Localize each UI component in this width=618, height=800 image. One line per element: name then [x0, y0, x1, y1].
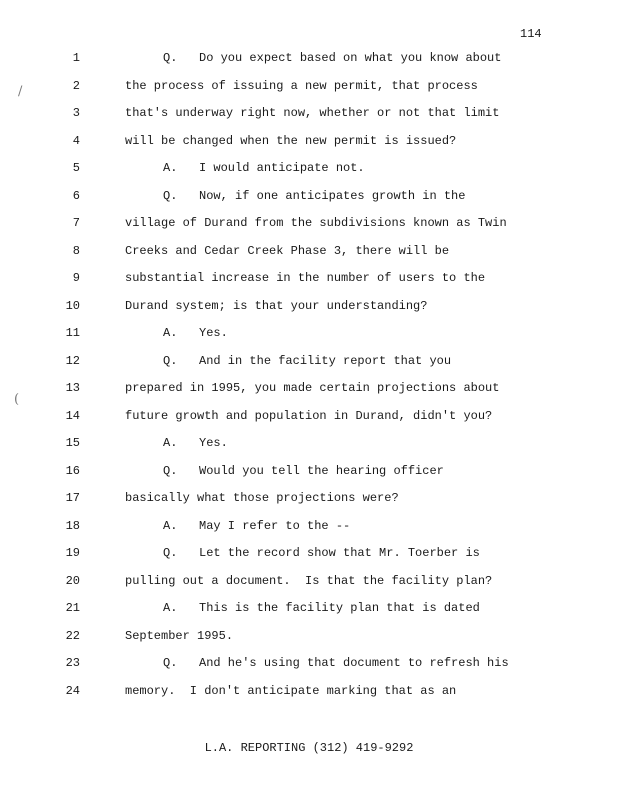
line-text: that's underway right now, whether or not that limit	[125, 106, 500, 120]
line-text: A. This is the facility plan that is dated	[163, 601, 480, 615]
line-text: Durand system; is that your understanding?	[125, 299, 428, 313]
footer-reporter: L.A. REPORTING (312) 419-9292	[204, 741, 414, 755]
transcript-line	[0, 464, 618, 484]
line-text: prepared in 1995, you made certain projections about	[125, 381, 500, 395]
line-number: 21	[65, 601, 80, 615]
line-text: Q. Would you tell the hearing officer	[163, 464, 444, 478]
transcript-line	[0, 106, 618, 126]
line-number: 22	[65, 629, 80, 643]
line-number: 7	[72, 216, 80, 230]
line-number: 4	[72, 134, 80, 148]
transcript-line	[0, 574, 618, 594]
line-text: substantial increase in the number of users to the	[125, 271, 486, 285]
line-number: 5	[72, 161, 80, 175]
line-number: 23	[65, 656, 80, 670]
line-text: Q. Now, if one anticipates growth in the	[163, 189, 466, 203]
line-text: A. Yes.	[163, 326, 228, 340]
transcript-line	[0, 299, 618, 319]
transcript-line	[0, 409, 618, 429]
transcript-line	[0, 491, 618, 511]
transcript-line	[0, 244, 618, 264]
transcript-line	[0, 51, 618, 71]
line-number: 12	[65, 354, 80, 368]
line-number: 20	[65, 574, 80, 588]
line-text: will be changed when the new permit is issued?	[125, 134, 457, 148]
line-number: 2	[72, 79, 80, 93]
transcript-line	[0, 546, 618, 566]
line-number: 8	[72, 244, 80, 258]
transcript-line	[0, 354, 618, 374]
line-text: the process of issuing a new permit, that process	[125, 79, 478, 93]
transcript-line	[0, 436, 618, 456]
margin-mark-top: /	[18, 84, 23, 99]
line-number: 15	[65, 436, 80, 450]
transcript-line	[0, 271, 618, 291]
transcript-line	[0, 216, 618, 236]
line-number: 16	[65, 464, 80, 478]
line-number: 10	[65, 299, 80, 313]
transcript-line	[0, 326, 618, 346]
line-number: 9	[72, 271, 80, 285]
line-number: 14	[65, 409, 80, 423]
line-text: basically what those projections were?	[125, 491, 399, 505]
line-number: 1	[72, 51, 80, 65]
line-text: pulling out a document. Is that the facility plan?	[125, 574, 493, 588]
line-text: future growth and population in Durand, didn't you?	[125, 409, 493, 423]
line-text: A. May I refer to the --	[163, 519, 351, 533]
line-text: memory. I don't anticipate marking that as an	[125, 684, 457, 698]
line-text: A. I would anticipate not.	[163, 161, 365, 175]
line-number: 11	[65, 326, 80, 340]
transcript-line	[0, 79, 618, 99]
line-number: 13	[65, 381, 80, 395]
line-text: A. Yes.	[163, 436, 228, 450]
transcript-line	[0, 134, 618, 154]
line-text: Q. Let the record show that Mr. Toerber is	[163, 546, 480, 560]
line-text: September 1995.	[125, 629, 234, 643]
margin-mark-middle: (	[14, 392, 20, 407]
line-text: Creeks and Cedar Creek Phase 3, there will be	[125, 244, 450, 258]
transcript-line	[0, 629, 618, 649]
transcript-line	[0, 161, 618, 181]
transcript-line	[0, 601, 618, 621]
line-number: 19	[65, 546, 80, 560]
transcript-line	[0, 381, 618, 401]
line-text: village of Durand from the subdivisions known as Twin	[125, 216, 507, 230]
line-number: 6	[72, 189, 80, 203]
line-number: 18	[65, 519, 80, 533]
transcript-line	[0, 189, 618, 209]
transcript-line	[0, 519, 618, 539]
line-text: Q. Do you expect based on what you know about	[163, 51, 502, 65]
line-number: 17	[65, 491, 80, 505]
line-text: Q. And in the facility report that you	[163, 354, 452, 368]
transcript-line	[0, 684, 618, 704]
line-number: 3	[72, 106, 80, 120]
line-text: Q. And he's using that document to refresh his	[163, 656, 509, 670]
page-number: 114	[520, 27, 542, 41]
line-number: 24	[65, 684, 80, 698]
transcript-line	[0, 656, 618, 676]
